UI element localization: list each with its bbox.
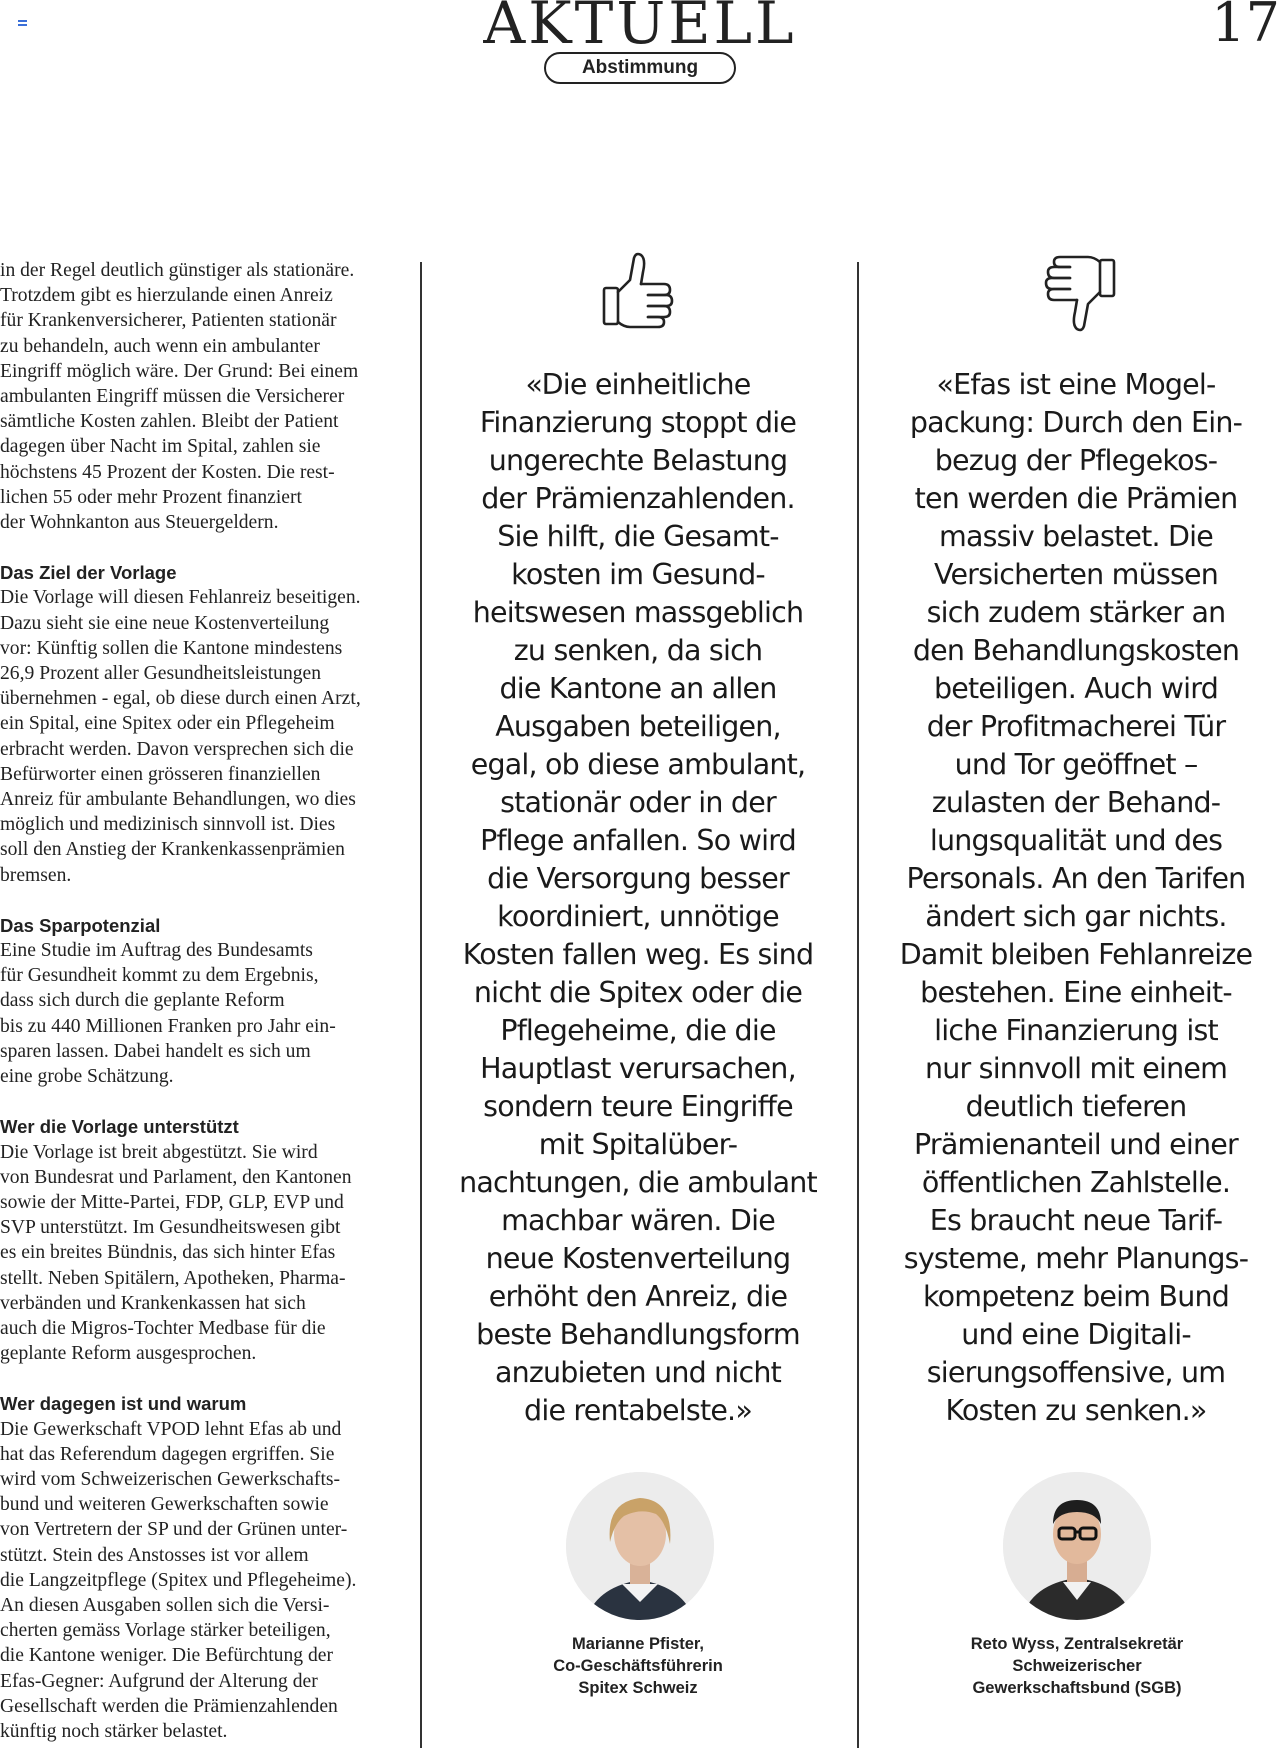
text-line: Die Vorlage ist breit abgestützt. Sie wird [0,1141,318,1163]
text-line: vor: Künftig sollen die Kantone mindestens [0,637,343,659]
text-line: für Krankenversicherer, Patienten stationär [0,310,337,332]
text-line: die Langzeitpflege (Spitex und Pflegeheime). [0,1569,357,1591]
section-heading: Das Sparpotenzial [0,914,161,936]
text-line: Eine Studie im Auftrag des Bundesamts [0,940,313,962]
text-line: es ein breites Bündnis, das sich hinter Efas [0,1242,336,1264]
page-number: 17 [1211,0,1280,54]
column-divider [420,262,422,1748]
text-line: An diesen Ausgaben sollen sich die Versi- [0,1594,330,1616]
text-line: Finanzierung stoppt die [479,406,797,439]
text-line: «Die einheitliche [525,368,751,401]
text-line: geplante Reform ausgesprochen. [0,1343,257,1365]
text-line: wird vom Schweizerischen Gewerkschafts- [0,1468,341,1490]
text-line: ambulanten Eingriff müssen die Versicherer [0,386,345,408]
text-line: Gesellschaft werden die Prämienzahlenden [0,1695,338,1717]
text-line: dagegen über Nacht im Spital, zahlen sie [0,436,321,458]
text-line: die rentabelste.» [524,1394,752,1427]
text-line: von Vertretern der SP und der Grünen unter- [0,1519,348,1541]
text-line: Anreiz für ambulante Behandlungen, wo dies [0,789,356,811]
text-line: soll den Anstieg der Krankenkassenprämien [0,839,345,861]
text-line: sierungsoffensive, um [926,1356,1226,1389]
text-line: beste Behandlungsform [476,1318,800,1351]
text-line: Dazu sieht sie eine neue Kostenverteilung [0,612,330,634]
text-line: die Kantone weniger. Die Befürchtung der [0,1645,333,1667]
text-line: von Bundesrat und Parlament, den Kantonen [0,1166,352,1188]
menu-icon[interactable] [18,20,27,26]
pro-quote [433,366,843,1430]
text-line: Trotzdem gibt es hierzulande einen Anreiz [0,285,333,307]
text-line: liche Finanzierung ist [934,1014,1218,1047]
text-line: erbracht werden. Davon versprechen sich die [0,738,354,760]
caption-line: Reto Wyss, Zentralsekretär [970,1635,1184,1653]
text-line: sondern teure Eingriffe [483,1090,793,1123]
contra-quote [871,366,1280,1430]
text-line: Versicherten müssen [933,558,1219,591]
section-heading: Wer dagegen ist und warum [0,1393,247,1415]
text-line: machbar wären. Die [501,1204,775,1237]
text-line: übernehmen - egal, ob diese durch einen Arzt, [0,688,361,710]
text-line: und eine Digitali- [961,1318,1191,1351]
text-line: Efas-Gegner: Aufgrund der Alterung der [0,1670,318,1692]
text-line: ungerechte Belastung [488,444,788,477]
text-line: bezug der Pflegekos- [934,444,1218,477]
text-line: sich zudem stärker an [926,596,1226,629]
text-line: 26,9 Prozent aller Gesundheitsleistungen [0,663,322,685]
text-line: möglich und medizinisch sinnvoll ist. Dies [0,814,336,836]
text-line: Hauptlast verursachen, [480,1052,796,1085]
caption-line: Spitex Schweiz [578,1679,698,1697]
caption-line: Marianne Pfister, [571,1635,705,1653]
person-portrait-image [566,1472,714,1620]
text-line: neue Kostenverteilung [485,1242,791,1275]
text-line: Pflegeheime, die die [500,1014,776,1047]
text-line: die Versorgung besser [487,862,789,895]
pro-caption [458,1633,818,1699]
text-line: systeme, mehr Planungs- [903,1242,1249,1275]
text-line: bis zu 440 Millionen Franken pro Jahr ein- [0,1015,336,1037]
text-line: massiv belastet. Die [938,520,1214,553]
text-line: SVP unterstützt. Im Gesundheitswesen gibt [0,1217,341,1239]
text-line: anzubieten und nicht [494,1356,782,1389]
thumbs-up-icon [600,250,676,334]
text-line: der Profitmacherei Tür [926,710,1226,743]
person-portrait-image [1003,1472,1151,1620]
text-line: sowie der Mitte-Partei, FDP, GLP, EVP und [0,1191,344,1213]
text-line: Eingriff möglich wäre. Der Grund: Bei einem [0,360,359,382]
text-line: erhöht den Anreiz, die [488,1280,788,1313]
caption-line: Schweizerischer [1012,1657,1142,1675]
text-line: die Kantone an allen [499,672,777,705]
text-line: höchstens 45 Prozent der Kosten. Die rest- [0,461,335,483]
text-line: bund und weiteren Gewerkschaften sowie [0,1494,329,1516]
text-line: nur sinnvoll mit einem [924,1052,1228,1085]
text-line: Die Vorlage will diesen Fehlanreiz beseitigen. [0,587,361,609]
text-line: Kosten fallen weg. Es sind [462,938,814,971]
section-body [0,938,406,1089]
text-line: Kosten zu senken.» [945,1394,1207,1427]
text-line: stationär oder in der [500,786,776,819]
text-line: öffentlichen Zahlstelle. [921,1166,1231,1199]
text-line: koordiniert, unnötige [497,900,779,933]
section-title: AKTUELL [483,0,797,57]
contra-caption [897,1633,1257,1699]
text-line: Prämienanteil und einer [914,1128,1238,1161]
article-column [0,258,406,1744]
text-line: auch die Migros-Tochter Medbase für die [0,1317,326,1339]
text-line: zu behandeln, auch wenn ein ambulanter [0,335,320,357]
text-line: für Gesundheit kommt zu dem Ergebnis, [0,965,319,987]
text-line: stützt. Stein des Anstosses ist vor allem [0,1544,309,1566]
text-line: ein Spital, eine Spitex oder ein Pflegeheim [0,713,335,735]
text-line: Sie hilft, die Gesamt- [497,520,779,553]
caption-line: Gewerkschaftsbund (SGB) [972,1679,1182,1697]
text-line: lichen 55 oder mehr Prozent finanziert [0,486,302,508]
text-line: mit Spitalüber- [538,1128,738,1161]
portrait-marianne-pfister [566,1472,714,1620]
text-line: heitswesen massgeblich [472,596,804,629]
text-line: verbänden und Krankenkassen hat sich [0,1292,306,1314]
contra-quote-column [871,250,1280,1430]
text-line: Die Gewerkschaft VPOD lehnt Efas ab und [0,1418,342,1440]
text-line: Befürworter einen grösseren finanziellen [0,763,321,785]
text-line: ändert sich gar nichts. [925,900,1227,933]
section-body [0,1140,406,1367]
caption-line: Co-Geschäftsführerin [553,1657,723,1675]
section-heading: Das Ziel der Vorlage [0,562,177,584]
text-line: Es braucht neue Tarif- [929,1204,1223,1237]
text-line: der Wohnkanton aus Steuergeldern. [0,512,279,534]
column-divider [857,262,859,1748]
section-heading: Wer die Vorlage unterstützt [0,1116,239,1138]
article-intro [0,258,406,535]
portrait-reto-wyss [1003,1472,1151,1620]
section-body [0,1417,406,1745]
article-sections [0,560,406,1744]
text-line: und Tor geöffnet – [954,748,1198,781]
text-line: hat das Referendum dagegen ergriffen. Sie [0,1443,335,1465]
text-line: Damit bleiben Fehlanreize [899,938,1253,971]
text-line: egal, ob diese ambulant, [470,748,806,781]
text-line: stellt. Neben Spitälern, Apotheken, Pharma- [0,1267,346,1289]
text-line: nachtungen, die ambulant [459,1166,817,1199]
text-line: lungsqualität und des [929,824,1223,857]
text-line: zu senken, da sich [513,634,763,667]
text-line: bremsen. [0,864,72,886]
text-line: ten werden die Prämien [914,482,1238,515]
text-line: Ausgaben beteiligen, [495,710,781,743]
text-line: kosten im Gesund- [511,558,765,591]
text-line: sämtliche Kosten zahlen. Bleibt der Patient [0,411,339,433]
text-line: Pflege anfallen. So wird [480,824,796,857]
text-line: cherten gemäss Vorlage stärker beteiligen, [0,1620,331,1642]
topic-badge: Abstimmung [544,52,736,84]
pro-quote-column [433,250,843,1430]
text-line: packung: Durch den Ein- [909,406,1243,439]
text-line: deutlich tieferen [965,1090,1187,1123]
text-line: «Efas ist eine Mogel- [936,368,1216,401]
text-line: beteiligen. Auch wird [934,672,1218,705]
text-line: der Prämienzahlenden. [481,482,795,515]
text-line: sparen lassen. Dabei handelt es sich um [0,1040,311,1062]
thumbs-down-icon [1042,250,1118,334]
text-line: in der Regel deutlich günstiger als stationäre. [0,260,355,281]
text-line: nicht die Spitex oder die [473,976,803,1009]
text-line: eine grobe Schätzung. [0,1066,174,1088]
text-line: bestehen. Eine einheit- [920,976,1232,1009]
text-line: den Behandlungskosten [912,634,1240,667]
text-line: Personals. An den Tarifen [906,862,1246,895]
text-line: dass sich durch die geplante Reform [0,990,285,1012]
text-line: kompetenz beim Bund [922,1280,1230,1313]
text-line: künftig noch stärker belastet. [0,1720,228,1742]
section-body [0,585,406,887]
text-line: zulasten der Behand- [931,786,1221,819]
